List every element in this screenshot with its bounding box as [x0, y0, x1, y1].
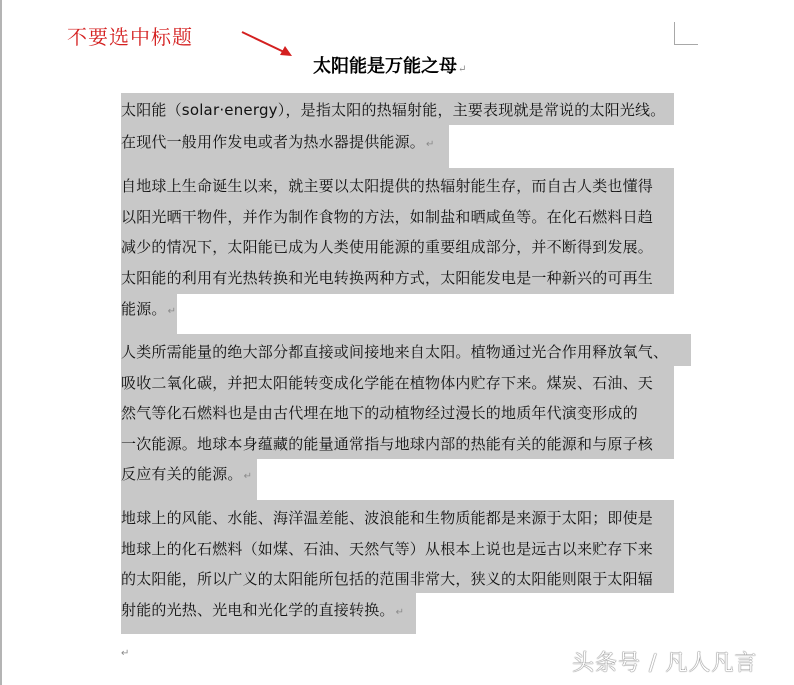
arrow-icon [240, 30, 294, 58]
text-line-content: 射能的光热、光电和光化学的直接转换。 [121, 601, 395, 619]
paragraph-mark-icon: ↵ [243, 471, 253, 482]
text-line: 人类所需能量的绝大部分都直接或间接地来自太阳。植物通过光合作用释放氧气、 [121, 343, 669, 361]
text-line-content: 在现代一般用作发电或者为热水器提供能源。 [121, 133, 426, 151]
watermark: 头条号 / 凡人凡言 [572, 651, 758, 676]
text-line [121, 131, 435, 152]
page-left-edge [0, 0, 2, 685]
paragraph-mark-icon: ↵ [458, 64, 467, 75]
annotation-label: 不要选中标题 [67, 25, 193, 49]
text-line: 吸收二氧化碳，并把太阳能转变成化学能在植物体内贮存下来。煤炭、石油、天 [121, 374, 654, 392]
text-line: 的太阳能，所以广义的太阳能所包括的范围非常大，狭义的太阳能则限于太阳辐 [121, 570, 654, 588]
title-text: 太阳能是万能之母 [313, 56, 457, 77]
text-line-content: 反应有关的能源。 [121, 465, 243, 483]
text-line [121, 463, 252, 484]
document-title[interactable] [313, 52, 466, 78]
text-line: 减少的情况下，太阳能已成为人类使用能源的重要组成部分，并不断得到发展。 [121, 238, 654, 256]
text-line: 自地球上生命诞生以来，就主要以太阳提供的热辐射能生存，而自古人类也懂得 [121, 177, 654, 195]
paragraph-mark-icon[interactable]: ↵ [121, 648, 130, 659]
text-line [121, 298, 176, 319]
text-line: 地球上的风能、水能、海洋温差能、波浪能和生物质能都是来源于太阳；即使是 [121, 509, 654, 527]
text-line: 一次能源。地球本身蕴藏的能量通常指与地球内部的热能有关的能源和与原子核 [121, 435, 654, 453]
paragraph-mark-icon: ↵ [167, 306, 177, 317]
text-line: 然气等化石燃料也是由古代埋在地下的动植物经过漫长的地质年代演变形成的 [121, 404, 638, 422]
text-line-content: 能源。 [121, 300, 167, 318]
paragraph-mark-icon: ↵ [395, 607, 405, 618]
margin-corner-mark [674, 22, 698, 45]
text-line: 以阳光晒干物件，并作为制作食物的方法，如制盐和晒咸鱼等。在化石燃料日趋 [121, 208, 654, 226]
paragraph-mark-icon: ↵ [426, 139, 435, 150]
text-line: 太阳能（solar·energy），是指太阳的热辐射能，主要表现就是常说的太阳光线。 [121, 101, 666, 119]
text-line: 地球上的化石燃料（如煤、石油、天然气等）从根本上说也是远古以来贮存下来 [121, 540, 654, 558]
text-line: 太阳能的利用有光热转换和光电转换两种方式，太阳能发电是一种新兴的可再生 [121, 269, 654, 287]
text-line [121, 599, 404, 620]
